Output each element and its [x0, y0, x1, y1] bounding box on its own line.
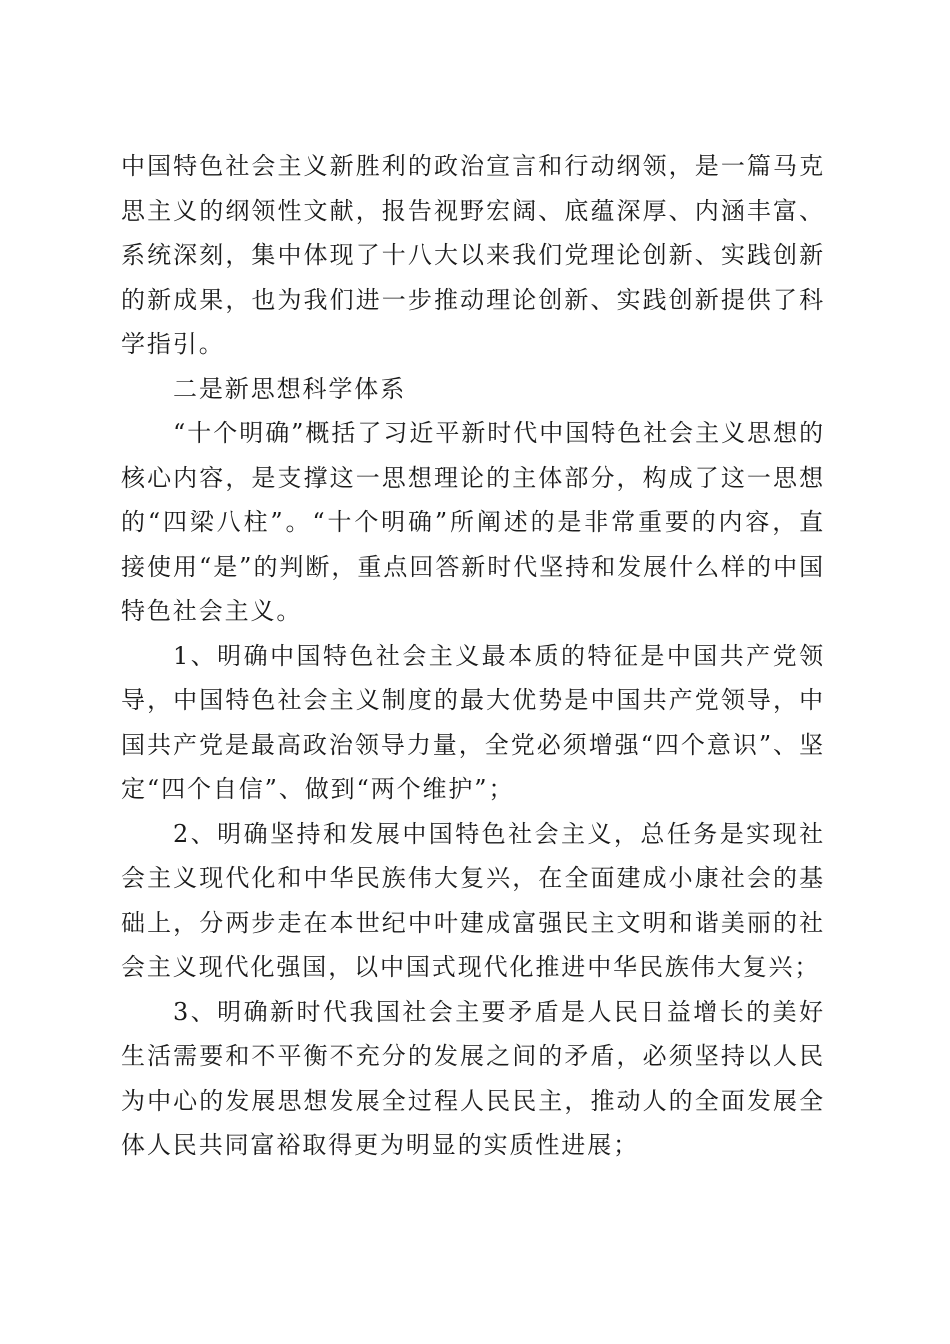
list-item-1: 1、明确中国特色社会主义最本质的特征是中国共产党领导，中国特色社会主义制度的最大优势是中国共产党领导，中国共产党是最高政治领导力量，全党必须增强“四个意识”、坚定“四个自信”、做到“两个维护”； [121, 641, 825, 803]
list-item-3: 3、明确新时代我国社会主要矛盾是人民日益增长的美好生活需要和不平衡不充分的发展之间的矛盾，必须坚持以人民为中心的发展思想发展全过程人民民主，推动人的全面发展全体人民共同富裕取得更为明显的实质性进展； [121, 997, 825, 1159]
intro-paragraph: “十个明确”概括了习近平新时代中国特色社会主义思想的核心内容，是支撑这一思想理论的主体部分，构成了这一思想的“四梁八柱”。“十个明确”所阐述的是非常重要的内容，直接使用“是”的判断，重点回答新时代坚持和发展什么样的中国特色社会主义。 [121, 419, 825, 625]
section-heading: 二是新思想科学体系 [173, 374, 407, 403]
document-body [121, 144, 825, 1168]
list-item-2: 2、明确坚持和发展中国特色社会主义，总任务是实现社会主义现代化和中华民族伟大复兴，在全面建成小康社会的基础上，分两步走在本世纪中叶建成富强民主文明和谐美丽的社会主义现代化强国，以中国式现代化推进中华民族伟大复兴； [121, 819, 825, 981]
continuation-paragraph: 中国特色社会主义新胜利的政治宣言和行动纲领，是一篇马克思主义的纲领性文献，报告视野宏阔、底蕴深厚、内涵丰富、系统深刻，集中体现了十八大以来我们党理论创新、实践创新的新成果，也为我们进一步推动理论创新、实践创新提供了科学指引。 [121, 152, 825, 358]
